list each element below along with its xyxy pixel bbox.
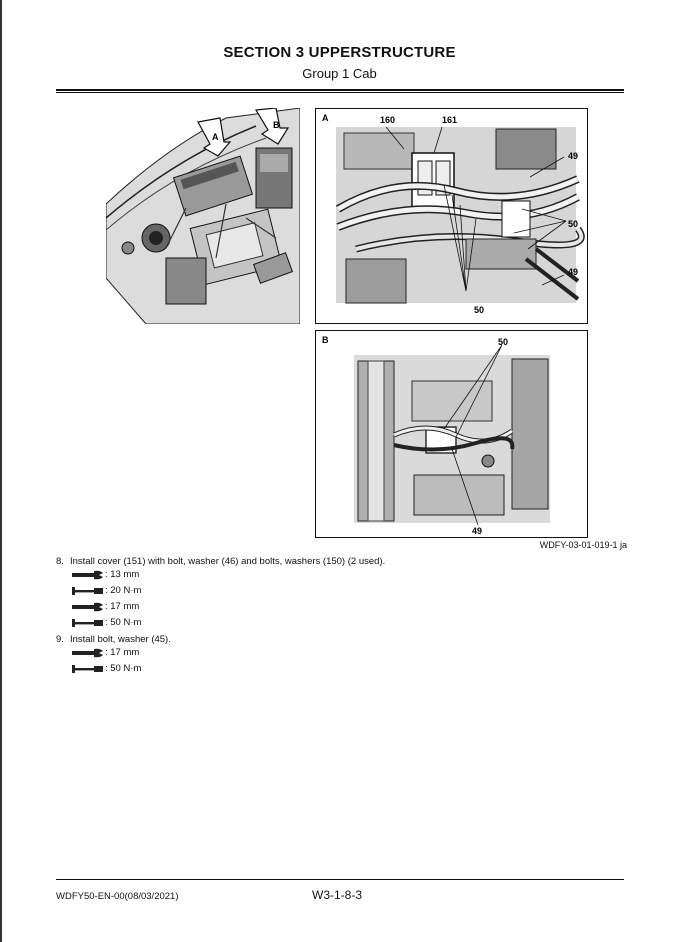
spec-value: : 20 N·m bbox=[105, 585, 142, 596]
arrow-label-b: B bbox=[273, 120, 280, 130]
doc-code: WDFY50-EN-00(08/03/2021) bbox=[56, 891, 179, 902]
callout-161: 161 bbox=[442, 115, 458, 125]
spec-line bbox=[72, 645, 385, 661]
figure-code: WDFY-03-01-019-1 ja bbox=[539, 540, 627, 550]
spec-line bbox=[72, 615, 385, 631]
callout-160: 160 bbox=[380, 115, 396, 125]
callout-49-b: 49 bbox=[472, 526, 483, 536]
wrench-icon bbox=[72, 648, 104, 658]
overview-illustration bbox=[106, 108, 300, 324]
torque-wrench-icon bbox=[72, 618, 104, 628]
callout-49-lower: 49 bbox=[568, 267, 579, 277]
header-rule bbox=[56, 89, 624, 93]
page-number: W3-1-8-3 bbox=[312, 888, 363, 902]
spec-value: : 50 N·m bbox=[105, 663, 142, 674]
callout-50-bottom: 50 bbox=[474, 305, 485, 315]
step-9 bbox=[56, 634, 385, 677]
procedure-steps bbox=[56, 556, 385, 680]
spec-value: : 50 N·m bbox=[105, 617, 142, 628]
spec-line bbox=[72, 583, 385, 599]
callout-50-b: 50 bbox=[498, 337, 509, 347]
step-number: 9. bbox=[56, 634, 64, 645]
spec-value: : 13 mm bbox=[105, 569, 140, 580]
detail-panel-b bbox=[315, 330, 588, 538]
step-8 bbox=[56, 556, 385, 631]
panel-b-label: B bbox=[322, 335, 329, 345]
group-title: Group 1 Cab bbox=[302, 66, 377, 81]
spec-value: : 17 mm bbox=[105, 601, 140, 612]
wrench-icon bbox=[72, 602, 104, 612]
torque-wrench-icon bbox=[72, 664, 104, 674]
spec-value: : 17 mm bbox=[105, 647, 140, 658]
step-number: 8. bbox=[56, 556, 64, 567]
page-edge-rule bbox=[0, 0, 2, 942]
spec-line bbox=[72, 661, 385, 677]
callout-50-right: 50 bbox=[568, 219, 579, 229]
spec-line bbox=[72, 599, 385, 615]
arrow-label-a: A bbox=[212, 132, 219, 142]
panel-a-label: A bbox=[322, 113, 329, 123]
footer-rule bbox=[56, 879, 624, 880]
detail-panel-a bbox=[315, 108, 588, 324]
torque-wrench-icon bbox=[72, 586, 104, 596]
callout-49-upper: 49 bbox=[568, 151, 579, 161]
step-text: Install bolt, washer (45). bbox=[70, 634, 171, 645]
spec-line bbox=[72, 567, 385, 583]
step-text: Install cover (151) with bolt, washer (46) and bolts, washers (150) (2 used). bbox=[70, 556, 386, 567]
wrench-icon bbox=[72, 570, 104, 580]
section-title: SECTION 3 UPPERSTRUCTURE bbox=[223, 44, 456, 61]
